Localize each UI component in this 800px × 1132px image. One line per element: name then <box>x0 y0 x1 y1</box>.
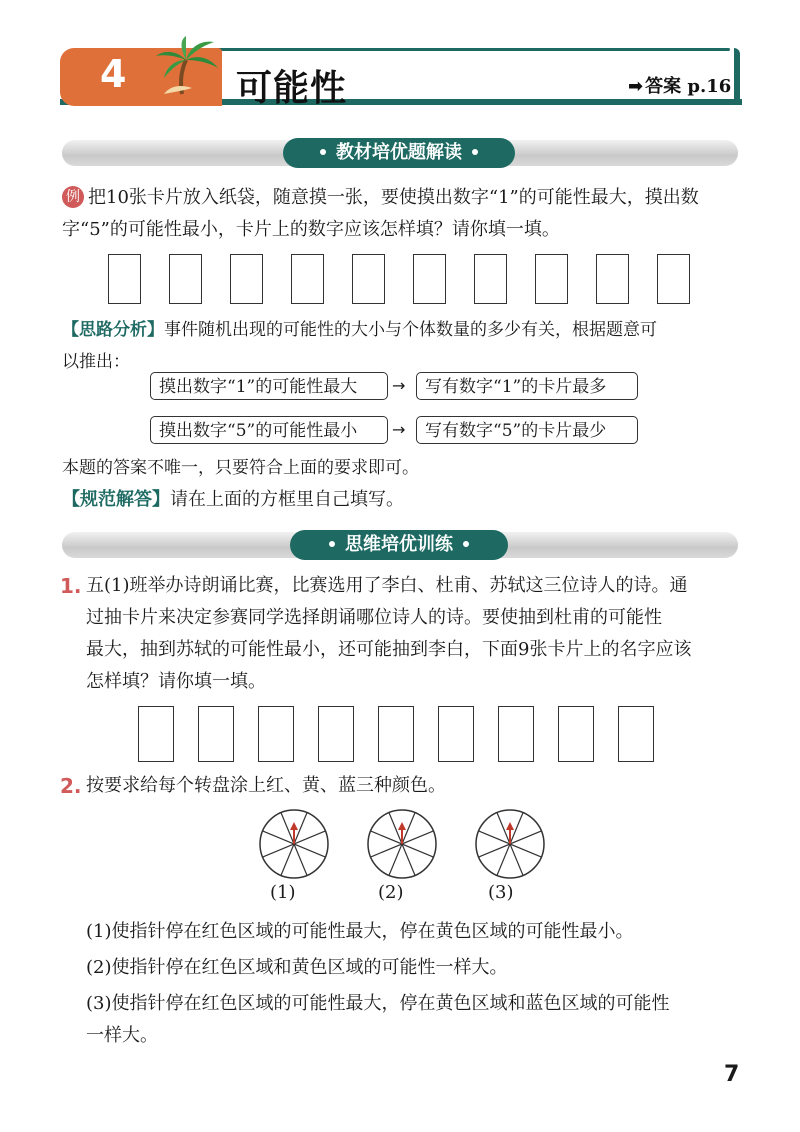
answer-label: 【规范解答】 <box>62 489 170 510</box>
flow-arrow-1: → <box>392 376 406 395</box>
chapter-number: 4 <box>100 52 127 96</box>
analysis-label: 【思路分析】 <box>62 320 164 340</box>
q1-line-3: 最大，抽到苏轼的可能性最小，还可能抽到李白，下面9张卡片上的名字应该 <box>86 639 692 660</box>
example-line-1: 把10张卡片放入纸袋，随意摸一张，要使摸出数字“1”的可能性最大，摸出数 <box>88 187 699 208</box>
q2-item-2: (2)使指针停在红色区域和黄色区域的可能性一样大。 <box>86 957 508 978</box>
spinner-label-3: (3) <box>488 882 514 903</box>
example-line-2: 字“5”的可能性最小，卡片上的数字应该怎样填？请你填一填。 <box>62 219 560 240</box>
analysis-line-1: 事件随机出现的可能性的大小与个体数量的多少有关，根据题意可 <box>164 320 657 340</box>
blank-card[interactable] <box>596 254 629 304</box>
flow-arrow-2: → <box>392 420 406 439</box>
arrow-right-icon: ➡ <box>628 76 644 97</box>
section-banner-text: 教材培优题解读 <box>336 142 462 163</box>
flow-right-2: 写有数字“5”的卡片最少 <box>416 416 638 444</box>
blank-card[interactable] <box>378 706 414 762</box>
header-right-edge <box>734 48 740 105</box>
spinner-group <box>240 806 560 882</box>
blank-card[interactable] <box>318 706 354 762</box>
blank-card[interactable] <box>474 254 507 304</box>
flow-left-1: 摸出数字“1”的可能性最大 <box>150 372 388 400</box>
q2-item-3: (3)使指针停在红色区域的可能性最大，停在黄色区域和蓝色区域的可能性 <box>86 993 670 1014</box>
q1-line-2: 过抽卡片来决定参赛同学选择朗诵哪位诗人的诗。要使抽到杜甫的可能性 <box>86 607 662 628</box>
blank-card[interactable] <box>558 706 594 762</box>
q1-line-4: 怎样填？请你填一填。 <box>86 671 266 692</box>
standard-answer <box>62 484 404 516</box>
example-problem <box>62 182 742 214</box>
q2-number: 2. <box>60 774 82 798</box>
flow-left-2: 摸出数字“5”的可能性最小 <box>150 416 388 444</box>
blank-card[interactable] <box>438 706 474 762</box>
spinner-label-1: (1) <box>270 882 296 903</box>
spinner-1[interactable] <box>260 810 328 878</box>
header-top-rule <box>200 48 730 51</box>
q2-item-3-cont: 一样大。 <box>86 1025 158 1046</box>
spinner-label-2: (2) <box>378 882 404 903</box>
blank-card[interactable] <box>138 706 174 762</box>
blank-card[interactable] <box>198 706 234 762</box>
section-banner-training <box>290 530 508 560</box>
palm-tree-icon <box>150 36 220 96</box>
blank-card[interactable] <box>535 254 568 304</box>
blank-card[interactable] <box>291 254 324 304</box>
analysis-paragraph <box>62 314 742 346</box>
answer-reference-text: 答案 p.16 <box>645 76 732 97</box>
blank-card[interactable] <box>169 254 202 304</box>
q2-text: 按要求给每个转盘涂上红、黄、蓝三种颜色。 <box>86 775 446 796</box>
blank-card[interactable] <box>657 254 690 304</box>
blank-card[interactable] <box>352 254 385 304</box>
example-badge: 例 <box>62 186 84 208</box>
blank-card[interactable] <box>108 254 141 304</box>
section-banner-textbook <box>283 138 515 168</box>
section-banner-text: 思维培优训练 <box>345 534 453 555</box>
analysis-note: 本题的答案不唯一，只要符合上面的要求即可。 <box>62 458 419 478</box>
spinner-2[interactable] <box>368 810 436 878</box>
page-title: 可能性 <box>236 68 348 109</box>
blank-card[interactable] <box>618 706 654 762</box>
page-number: 7 <box>724 1062 740 1087</box>
answer-reference <box>628 72 731 98</box>
q2-item-1: (1)使指针停在红色区域的可能性最大，停在黄色区域的可能性最小。 <box>86 921 634 942</box>
blank-card[interactable] <box>498 706 534 762</box>
q1-line-1: 五(1)班举办诗朗诵比赛，比赛选用了李白、杜甫、苏轼这三位诗人的诗。通 <box>86 575 688 596</box>
flow-right-1: 写有数字“1”的卡片最多 <box>416 372 638 400</box>
blank-card[interactable] <box>258 706 294 762</box>
spinner-3[interactable] <box>476 810 544 878</box>
q1-number: 1. <box>60 574 82 598</box>
analysis-line-2: 以推出： <box>62 352 130 372</box>
answer-text: 请在上面的方框里自己填写。 <box>170 489 404 510</box>
blank-card[interactable] <box>413 254 446 304</box>
blank-card[interactable] <box>230 254 263 304</box>
